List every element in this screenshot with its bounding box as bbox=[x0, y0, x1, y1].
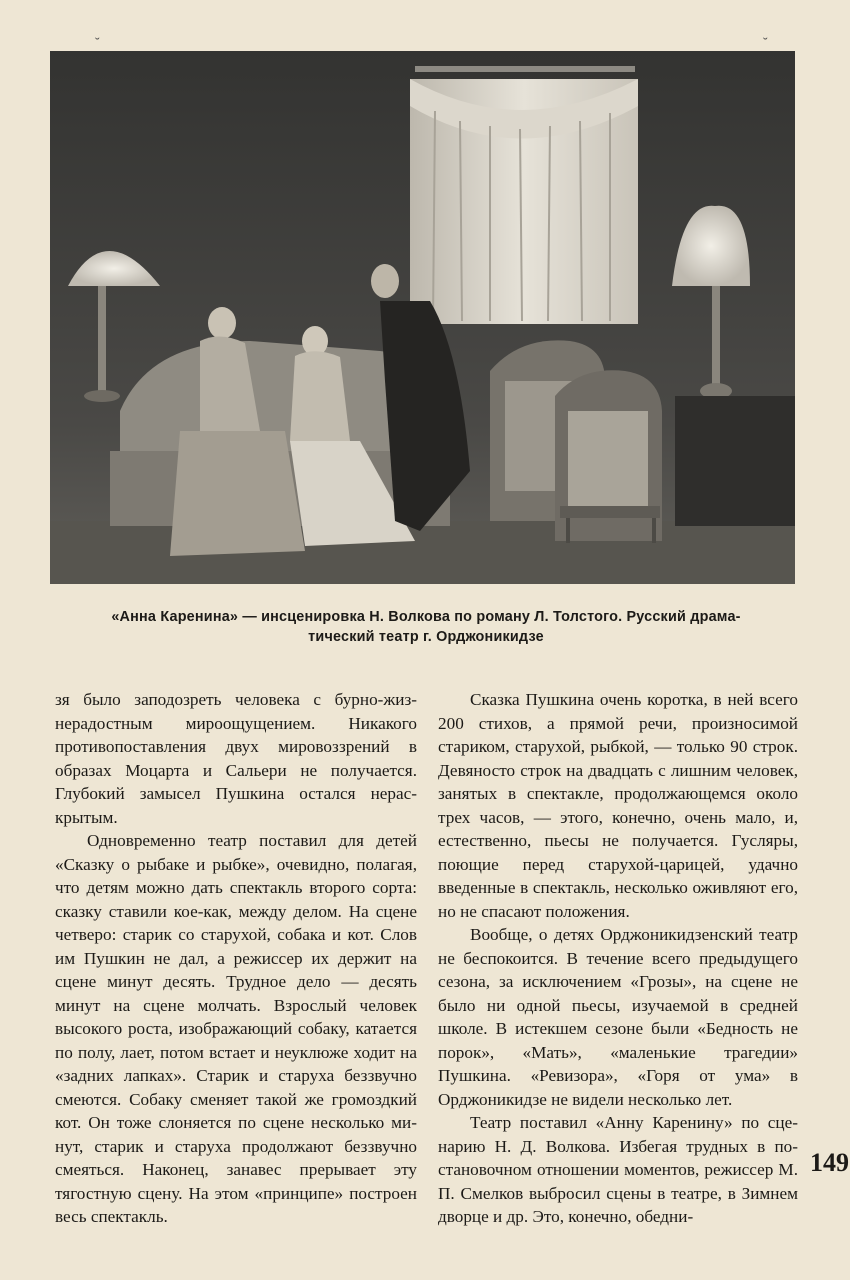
margin-mark-left: ˘ bbox=[95, 36, 100, 51]
paragraph: Театр поставил «Анну Каренину» по сценарию Н. Д. Волкова. Избегая трудных в постановочном отношении моментов, режиссер М. П. Смелков выбросил сцены в театре, в Зимнем дворце и др. Это, конечно, обедни- bbox=[438, 1113, 798, 1226]
window-curtain bbox=[410, 66, 638, 324]
paragraph: зя было заподозреть человека с бурно-жизнерадостным мироощущением. Никакого противопоставления двух мировоззрений в образах Моцарта и Сальери не получается. Глубокий замысел Пушкина остался нераскрытым. bbox=[55, 690, 417, 827]
right-text-column bbox=[438, 688, 798, 1229]
theatre-stage-photo bbox=[50, 51, 795, 584]
photo-caption bbox=[56, 607, 796, 647]
caption-line-2: тический театр г. Орджоникидзе bbox=[308, 629, 544, 645]
margin-mark-right: ˘ bbox=[763, 36, 768, 51]
caption-line-1: «Анна Каренина» — инсценировка Н. Волкова по роману Л. Толстого. Русский драма- bbox=[111, 609, 741, 625]
paragraph: Вообще, о детях Орджоникидзенский театр не беспокоится. В течение всего предыдущего сезона, за исключением «Грозы», на сцене не было ни одной пьесы, изучаемой в средней школе. В истекшем сезоне были «Бедность не порок», «Мать», «маленькие трагедии» Пушкина. «Ревизора», «Горя от ума» в Орджоникидзе не видели несколько лет. bbox=[438, 925, 798, 1109]
paragraph: Одновременно театр поставил для детей «Сказку о рыбаке и рыбке», очевидно, полагая, что детям можно дать спектакль второго сорта: сказку ставили кое-как, между делом. На сцене четверо: старик со старухой, собака и кот. Слов им Пушкин не дал, а режиссер их держит на сцене минут десять. Трудное дело — десять минут на сцене молчать. Взрослый человек высокого роста, изображающий собаку, катается по полу, лает, потом встает и неуклюже ходит на «задних лапках». Старик и старуха беззвучно смеются. Собаку сменяет такой же громоздкий кот. Он тоже слоняется по сцене несколько минут, старик и старуха продолжают беззвучно смеяться. Наконец, занавес прерывает эту тягостную сцену. На этом «принципе» построен весь спектакль. bbox=[55, 831, 417, 1226]
paragraph: Сказка Пушкина очень коротка, в ней всего 200 стихов, а прямой речи, произносимой стариком, старухой, рыбкой, — только 90 строк. Девяносто строк на двадцать с лишним человек, занятых в спектакле, продолжающемся около трех часов, — этого, конечно, очень мало, и, естественно, пьесы не получается. Гусляры, поющие перед старухой-царицей, удачно введенные в спектакль, несколько оживляют его, но не спасают положения. bbox=[438, 690, 798, 921]
page-number: 149 bbox=[810, 1148, 849, 1177]
left-text-column bbox=[55, 688, 417, 1229]
